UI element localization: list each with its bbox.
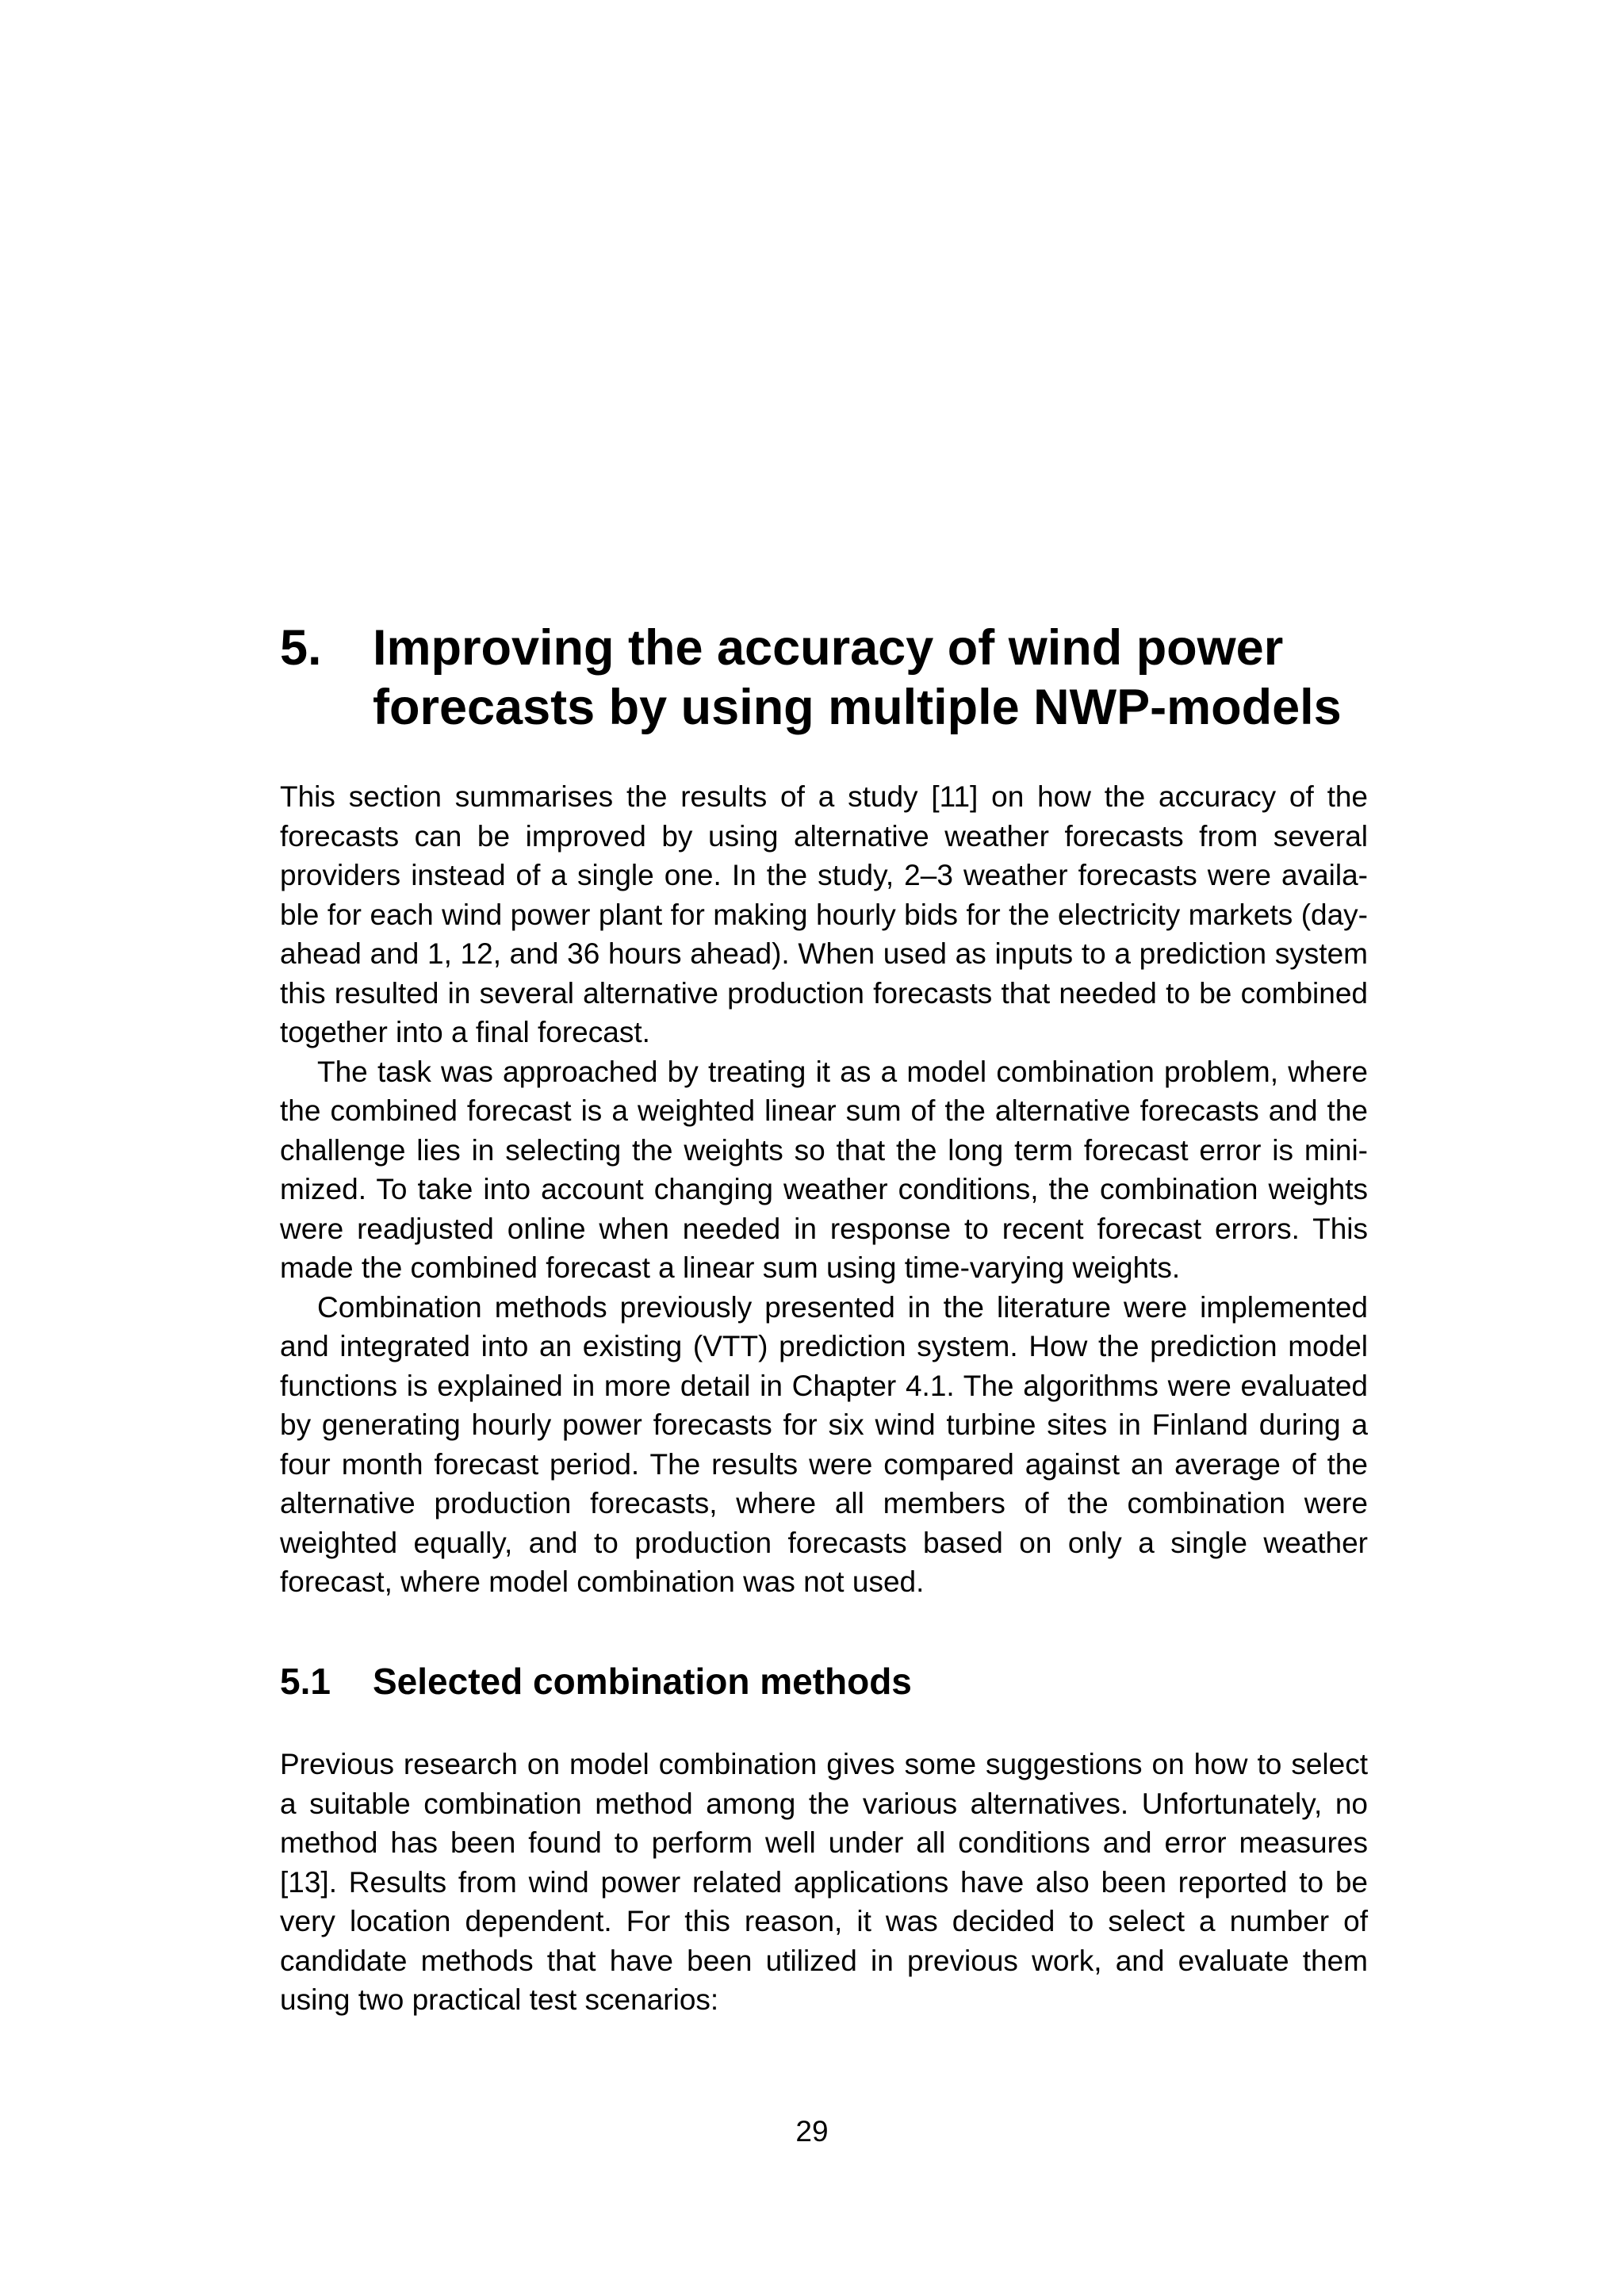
chapter-heading [280,619,1374,738]
paragraph: Combination methods previously presented in the literature were implemented and integrated into an existing (VTT) prediction system. How the prediction model functions is explained in more detail in Chapter 4.1. The algorithms were evaluated by generating hourly power forecasts for six wind turbine sites in Finland during a four month forecast period. The results were compared against an average of the alternative production forecasts, where all members of the combination were weighted equally, and to production forecasts based on only a single weather forecast, where model combination was not used. [280,1290,1368,1598]
section-number: 5.1 [280,1661,331,1702]
paragraph: The task was approached by treating it as a model combination problem, where the combined forecast is a weighted linear sum of the alternative forecasts and the challenge lies in selecting the weights so that the long term forecast error is minimized. To take into account changing weather conditions, the combination weights were readjusted online when needed in response to recent forecast errors. This made the combined forecast a linear sum using time-varying weights. [280,1055,1368,1284]
paragraph: This section summarises the results of a study [11] on how the accuracy of the forecasts can be improved by using alternative weather forecasts from several providers instead of a single one. In the study, 2–3 weather forecasts were available for each wind power plant for making hourly bids for the electricity markets (day-ahead and 1, 12, and 36 hours ahead). When used as inputs to a prediction system this resulted in several alternative production forecasts that needed to be combined together into a final forecast. [280,780,1368,1048]
intro-text [280,777,1368,1602]
paragraph: Previous research on model combination gives some suggestions on how to select a suitable combination method among the various alternatives. Unfortunately, no method has been found to perform well under all conditions and error measures [13]. Results from wind power related applications have also been reported to be very location dependent. For this reason, it was decided to select a number of candidate methods that have been utilized in previous work, and evaluate them using two practical test scenarios: [280,1748,1368,2016]
chapter-title: Improving the accuracy of wind power forecasts by using multiple NWP-models [373,620,1342,735]
chapter-number: 5. [280,620,322,676]
page-number: 29 [795,2115,829,2148]
section-heading [280,1659,1368,1703]
section-text [280,1745,1368,2020]
section-title: Selected combination methods [373,1661,912,1702]
